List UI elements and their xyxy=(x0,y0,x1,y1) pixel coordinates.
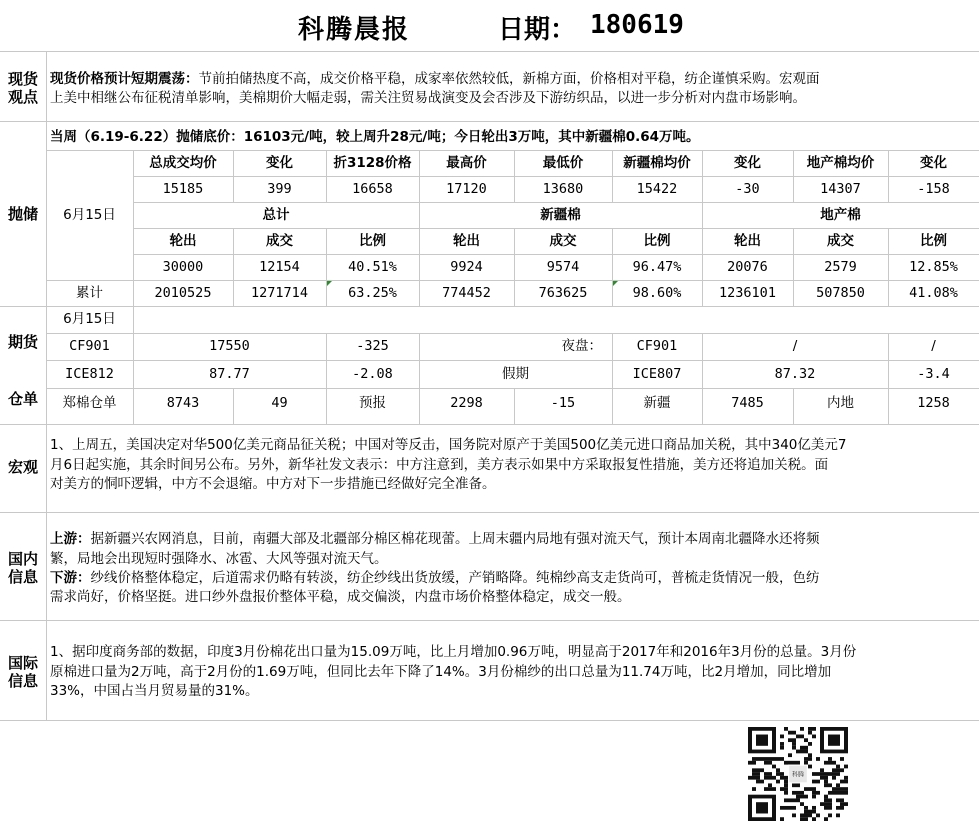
macro-line-1: 1、上周五，美国决定对华500亿美元商品征关税；中国对等反击，国务院对原产于美国500亿美元进口商品加关税，其中340亿美元7 xyxy=(50,437,847,453)
cum-xj-ratio: 98.60% xyxy=(632,285,682,301)
domestic-upstream-line-2: 繁，局地会出现短时强降水、冰雹、大风等强对流天气。 xyxy=(50,551,388,567)
today-xj-ratio: 96.47% xyxy=(632,259,682,275)
subheader-total-deal: 成交 xyxy=(266,233,293,249)
value-avg-price: 15185 xyxy=(162,181,204,197)
domestic-downstream-line-2: 需求尚好，价格坚挺。进口纱外盘报价整体平稳，成交偏淡，内盘市场价格整体稳定，成交一般。 xyxy=(50,589,631,605)
divider-domestic xyxy=(0,620,979,621)
date-label: 日期： xyxy=(498,15,577,45)
today-local-deal: 2579 xyxy=(824,259,857,275)
futures-grid-line xyxy=(46,388,979,389)
forecast-label: 预报 xyxy=(359,395,386,411)
cum-local-ratio: 41.08% xyxy=(909,285,958,301)
inland-label: 内地 xyxy=(827,395,854,411)
spot-text-1: 节前拍储热度不高，成交价格平稳，成家率依然较低，新棉方面，价格相对平稳，纺企谨慎采购。宏观面 xyxy=(198,71,820,87)
cum-total-deal: 1271714 xyxy=(251,285,308,301)
ice807-change: -3.4 xyxy=(917,366,950,382)
date-value: 180619 xyxy=(590,10,684,40)
reserve-cumulative-label: 累计 xyxy=(76,285,103,301)
downstream-text-1: 纱线价格整体稳定，后道需求仍略有转淡，纺企纱线出货放缓，产销略降。纯棉纱高支走货尚可，普梳走货情况一般，色纺 xyxy=(90,570,820,586)
header-3128-price: 折3128价格 xyxy=(333,155,412,171)
cell-comment-marker xyxy=(613,281,618,286)
section-label-macro: 宏观 xyxy=(7,458,38,476)
ice807-name: ICE807 xyxy=(632,366,682,382)
value-local-avg: 14307 xyxy=(820,181,861,197)
xinjiang-value: 7485 xyxy=(731,395,764,411)
section-label-intl: 国际信息 xyxy=(7,654,38,690)
spot-line-2: 上美中相继公布征税清单影响，美棉期价大幅走弱，需关注贸易战演变及会否涉及下游纺织品，以进一步分析对内盘市场影响。 xyxy=(50,90,806,106)
cf901-change: -325 xyxy=(356,338,389,354)
today-total-deal: 12154 xyxy=(259,259,300,275)
cum-local-deal: 507850 xyxy=(816,285,865,301)
group-total: 总计 xyxy=(262,207,290,223)
section-label-reserve: 抛储 xyxy=(7,205,38,223)
value-max-price: 17120 xyxy=(446,181,487,197)
section-label-warehouse: 仓单 xyxy=(7,390,38,408)
subheader-xj-deal: 成交 xyxy=(549,233,577,249)
header-avg-price: 总成交均价 xyxy=(149,155,217,171)
divider-warehouse xyxy=(0,424,979,425)
divider-macro xyxy=(0,512,979,513)
subheader-total-out: 轮出 xyxy=(169,233,197,249)
upstream-label: 上游： xyxy=(50,531,91,547)
subheader-local-deal: 成交 xyxy=(827,233,854,249)
spot-lead: 现货价格预计短期震荡： xyxy=(50,71,199,87)
header-xj-change: 变化 xyxy=(734,155,761,171)
header-local-change: 变化 xyxy=(920,155,947,171)
subheader-local-ratio: 比例 xyxy=(920,233,947,249)
subheader-xj-out: 轮出 xyxy=(453,233,480,249)
title-bar xyxy=(0,0,979,52)
holiday-label: 假期 xyxy=(502,366,529,382)
group-xinjiang: 新疆棉 xyxy=(540,207,581,223)
cf901-name: CF901 xyxy=(69,338,110,354)
spot-line-1 xyxy=(50,70,820,88)
night-cf901-price: / xyxy=(792,338,798,354)
value-3128-price: 16658 xyxy=(352,181,393,197)
value-change: 399 xyxy=(267,181,292,197)
domestic-upstream-line-1 xyxy=(50,530,820,548)
value-xj-avg: 15422 xyxy=(636,181,678,197)
header-local-avg: 地产棉均价 xyxy=(806,155,875,171)
value-xj-change: -30 xyxy=(735,181,760,197)
forecast-change: -15 xyxy=(550,395,576,411)
header-min-price: 最低价 xyxy=(542,155,584,171)
subheader-total-ratio: 比例 xyxy=(359,233,386,249)
header-max-price: 最高价 xyxy=(446,155,487,171)
cum-xj-deal: 763625 xyxy=(538,285,588,301)
cf901-price: 17550 xyxy=(209,338,250,354)
upstream-text-1: 据新疆兴农网消息，目前，南疆大部及北疆部分棉区棉花现蕾。上周末疆内局地有强对流天气，预计本周南北疆降水还将频 xyxy=(90,531,820,547)
intl-line-2: 原棉进口量为2万吨，高于2月份的1.69万吨，但同比去年下降了14%。3月份棉纱的出口总量为11.74万吨，比2月增加，同比增加 xyxy=(50,664,832,680)
zz-warehouse-change: 49 xyxy=(271,395,288,411)
section-label-spot: 现货观点 xyxy=(7,70,38,106)
today-xj-out: 9924 xyxy=(450,259,483,275)
today-total-ratio: 40.51% xyxy=(348,259,397,275)
header-xj-avg: 新疆棉均价 xyxy=(623,155,691,171)
report-title: 科腾晨报 xyxy=(298,15,411,45)
group-local: 地产棉 xyxy=(820,207,861,223)
intl-line-1: 1、据印度商务部的数据，印度3月份棉花出口量为15.09万吨，比上月增加0.96万吨，明显高于2017年和2016年3月份的总量。3月份 xyxy=(50,644,857,660)
zz-warehouse-label: 郑棉仓单 xyxy=(62,395,117,411)
qr-code-image xyxy=(744,727,852,821)
ice812-name: ICE812 xyxy=(65,366,114,382)
ice812-price: 87.77 xyxy=(209,366,250,382)
today-total-out: 30000 xyxy=(162,259,204,275)
night-cf901-change: / xyxy=(931,338,936,354)
subheader-xj-ratio: 比例 xyxy=(643,233,671,249)
today-local-out: 20076 xyxy=(727,259,768,275)
domestic-downstream-line-1 xyxy=(50,569,820,587)
night-cf901-name: CF901 xyxy=(636,338,678,354)
night-session-label: 夜盘： xyxy=(561,338,602,354)
divider-reserve xyxy=(0,306,979,307)
futures-date: 6月15日 xyxy=(63,311,116,327)
macro-line-3: 对美方的恫吓逻辑，中方不会退缩。中方对下一步措施已经做好完全准备。 xyxy=(50,476,496,492)
section-label-futures: 期货 xyxy=(7,333,38,351)
value-min-price: 13680 xyxy=(542,181,584,197)
intl-line-3: 33%，中国占当月贸易量的31%。 xyxy=(50,683,259,699)
xinjiang-label: 新疆 xyxy=(643,395,671,411)
value-local-change: -158 xyxy=(917,181,950,197)
cum-total-ratio: 63.25% xyxy=(348,285,397,301)
section-label-domestic: 国内信息 xyxy=(7,550,38,586)
svg-text:科腾: 科腾 xyxy=(791,771,805,779)
qr-code-graphic xyxy=(744,727,852,821)
today-local-ratio: 12.85% xyxy=(909,259,958,275)
subheader-local-out: 轮出 xyxy=(734,233,761,249)
reserve-date: 6月15日 xyxy=(63,207,116,223)
reserve-summary: 当周（6.19-6.22）抛储底价：16103元/吨，较上周升28元/吨；今日轮出3万吨，其中新疆棉0.64万吨。 xyxy=(50,129,700,145)
header-change: 变化 xyxy=(266,155,293,171)
ice807-price: 87.32 xyxy=(774,366,816,382)
today-xj-deal: 9574 xyxy=(546,259,580,275)
cum-local-out: 1236101 xyxy=(719,285,776,301)
divider-intl xyxy=(0,720,979,721)
cum-xj-out: 774452 xyxy=(442,285,491,301)
cum-total-out: 2010525 xyxy=(154,285,212,301)
forecast-value: 2298 xyxy=(450,395,483,411)
macro-line-2: 月6日起实施，其余时间另公布。另外，新华社发文表示：中方注意到，美方表示如果中方采取报复性措施，美方还将追加关税。面 xyxy=(50,457,829,473)
zz-warehouse-value: 8743 xyxy=(166,395,200,411)
cell-comment-marker xyxy=(327,281,332,286)
inland-value: 1258 xyxy=(917,395,950,411)
divider-spot xyxy=(0,121,979,122)
downstream-label: 下游： xyxy=(50,570,91,586)
ice812-change: -2.08 xyxy=(352,366,393,382)
